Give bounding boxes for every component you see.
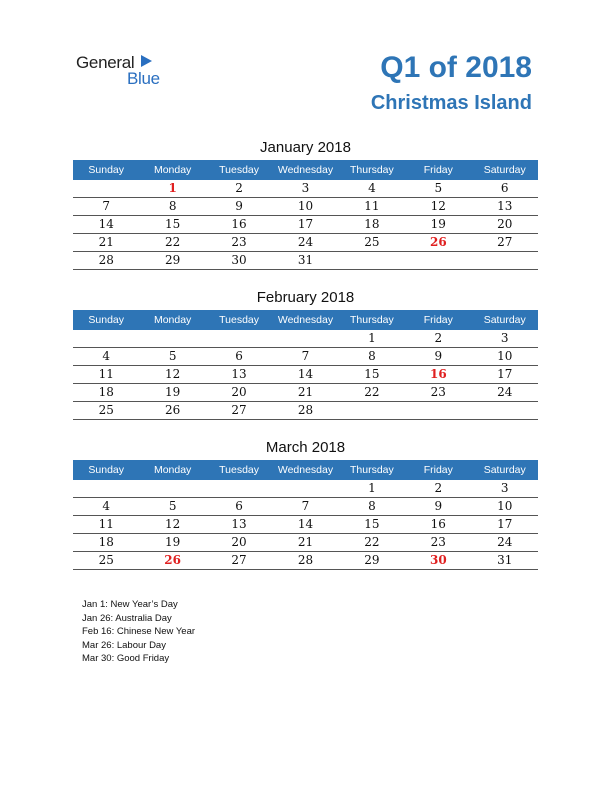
weekday-label-tuesday: Tuesday — [219, 464, 259, 476]
weekday-label-thursday: Thursday — [350, 314, 394, 326]
week-row — [73, 330, 538, 348]
day-cell: 12 — [164, 367, 181, 381]
weekday-label-sunday: Sunday — [88, 464, 125, 476]
day-cell — [272, 480, 338, 497]
weekday-label-thursday: Thursday — [350, 464, 394, 476]
day-cell: 1 — [368, 331, 376, 345]
day-cell: 10 — [497, 499, 513, 513]
page-subtitle: Christmas Island — [370, 92, 532, 114]
day-cell: 5 — [168, 349, 177, 363]
week-row — [73, 180, 538, 198]
day-cell: 21 — [297, 385, 314, 399]
day-cell: 12 — [430, 199, 446, 213]
day-cell: 9 — [434, 349, 443, 363]
weekday-label-monday: Monday — [153, 164, 192, 176]
day-cell — [405, 252, 471, 269]
day-cell: 24 — [497, 535, 513, 549]
day-cell: 19 — [164, 385, 181, 399]
day-cell: 9 — [434, 499, 443, 513]
holiday-day-cell: 26 — [164, 553, 181, 567]
day-cell — [472, 402, 538, 419]
weekday-label-saturday: Saturday — [483, 314, 526, 326]
day-cell: 24 — [497, 385, 513, 399]
weekday-label-tuesday: Tuesday — [219, 314, 259, 326]
day-cell: 15 — [364, 517, 380, 531]
weekday-label-friday: Friday — [423, 314, 453, 326]
day-cell: 31 — [297, 253, 314, 267]
day-cell: 23 — [231, 235, 247, 249]
day-cell: 27 — [497, 235, 513, 249]
day-cell: 20 — [231, 535, 247, 549]
day-cell: 25 — [98, 403, 114, 417]
day-cell: 3 — [301, 181, 310, 195]
week-row — [73, 366, 538, 384]
day-cell: 27 — [231, 403, 247, 417]
month-march — [73, 437, 538, 570]
day-cell: 14 — [297, 517, 314, 531]
holiday-day-cell: 30 — [429, 553, 447, 567]
weekday-label-monday: Monday — [153, 314, 192, 326]
week-row — [73, 552, 538, 570]
day-cell: 11 — [98, 367, 114, 381]
weekday-label-sunday: Sunday — [88, 314, 125, 326]
holiday-item: Jan 1: New Year’s Day — [82, 599, 178, 610]
day-cell: 14 — [98, 217, 114, 231]
day-cell: 7 — [301, 499, 310, 513]
day-cell: 21 — [297, 535, 314, 549]
day-cell: 7 — [102, 199, 111, 213]
day-cell: 11 — [364, 199, 380, 213]
weekday-label-friday: Friday — [423, 164, 453, 176]
weekday-label-wednesday: Wednesday — [277, 464, 334, 476]
day-cell: 8 — [368, 349, 376, 363]
day-cell: 23 — [430, 385, 446, 399]
day-cell: 8 — [368, 499, 376, 513]
weekday-label-wednesday: Wednesday — [277, 314, 334, 326]
day-cell — [139, 330, 205, 347]
day-cell — [73, 180, 139, 197]
weekday-label-monday: Monday — [153, 464, 192, 476]
weekday-header-row — [73, 160, 538, 180]
day-cell: 13 — [231, 517, 247, 531]
day-cell — [139, 480, 205, 497]
day-cell: 18 — [98, 385, 114, 399]
week-row — [73, 198, 538, 216]
day-cell: 12 — [164, 517, 181, 531]
day-cell: 26 — [164, 403, 181, 417]
day-cell: 6 — [235, 349, 243, 363]
day-cell — [73, 330, 139, 347]
day-cell: 28 — [297, 403, 314, 417]
week-row — [73, 498, 538, 516]
day-cell: 3 — [500, 331, 509, 345]
day-cell: 27 — [231, 553, 247, 567]
day-cell — [339, 252, 405, 269]
day-cell: 30 — [231, 253, 247, 267]
weekday-label-sunday: Sunday — [88, 164, 125, 176]
day-cell: 4 — [102, 499, 111, 513]
day-cell: 4 — [368, 181, 376, 195]
day-cell: 29 — [164, 253, 181, 267]
holiday-day-cell: 16 — [429, 367, 447, 381]
day-cell: 31 — [497, 553, 513, 567]
day-cell: 1 — [368, 481, 376, 495]
day-cell — [472, 252, 538, 269]
week-row — [73, 252, 538, 270]
holiday-list — [82, 598, 195, 666]
month-february — [73, 287, 538, 420]
weekday-label-friday: Friday — [423, 464, 453, 476]
day-cell: 10 — [297, 199, 314, 213]
day-cell: 25 — [98, 553, 114, 567]
day-cell: 24 — [297, 235, 314, 249]
day-cell: 8 — [168, 199, 177, 213]
month-title: January 2018 — [260, 139, 351, 156]
day-cell: 13 — [497, 199, 513, 213]
month-january — [73, 137, 538, 270]
week-row — [73, 384, 538, 402]
month-title: March 2018 — [265, 439, 346, 456]
day-cell: 17 — [497, 367, 513, 381]
day-cell — [339, 402, 405, 419]
day-cell: 28 — [297, 553, 314, 567]
day-cell: 11 — [98, 517, 114, 531]
day-cell: 21 — [98, 235, 114, 249]
logo-flag-icon — [139, 54, 153, 68]
logo-word-blue: Blue — [127, 69, 160, 88]
day-cell: 25 — [364, 235, 380, 249]
day-cell: 5 — [434, 181, 443, 195]
day-cell: 2 — [434, 481, 443, 495]
logo-word-general: General — [76, 53, 135, 72]
day-cell: 15 — [364, 367, 380, 381]
day-cell — [272, 330, 338, 347]
week-row — [73, 348, 538, 366]
day-cell: 17 — [497, 517, 513, 531]
day-cell: 22 — [364, 385, 380, 399]
week-row — [73, 480, 538, 498]
day-cell — [73, 480, 139, 497]
day-cell: 28 — [98, 253, 114, 267]
day-cell: 17 — [297, 217, 314, 231]
day-cell: 22 — [364, 535, 380, 549]
day-cell: 9 — [235, 199, 243, 213]
weekday-label-wednesday: Wednesday — [277, 164, 334, 176]
day-cell: 18 — [364, 217, 380, 231]
day-cell: 23 — [430, 535, 446, 549]
day-cell: 6 — [235, 499, 243, 513]
day-cell: 22 — [164, 235, 181, 249]
day-cell: 14 — [297, 367, 314, 381]
day-cell: 2 — [434, 331, 443, 345]
weekday-label-thursday: Thursday — [350, 164, 394, 176]
weekday-label-saturday: Saturday — [483, 164, 526, 176]
day-cell: 16 — [231, 217, 247, 231]
holiday-item: Mar 30: Good Friday — [82, 653, 170, 664]
day-cell: 15 — [164, 217, 181, 231]
generalblue-logo — [76, 52, 186, 92]
day-cell — [405, 402, 471, 419]
day-cell: 4 — [102, 349, 111, 363]
day-cell: 19 — [164, 535, 181, 549]
day-cell: 6 — [500, 181, 509, 195]
day-cell — [206, 330, 272, 347]
day-cell: 18 — [98, 535, 114, 549]
day-cell — [206, 480, 272, 497]
week-row — [73, 534, 538, 552]
weekday-label-tuesday: Tuesday — [219, 164, 259, 176]
day-cell: 20 — [231, 385, 247, 399]
weekday-header-row — [73, 310, 538, 330]
day-cell: 7 — [301, 349, 310, 363]
day-cell: 13 — [231, 367, 247, 381]
holiday-day-cell: 1 — [168, 181, 177, 195]
day-cell: 5 — [168, 499, 177, 513]
week-row — [73, 216, 538, 234]
day-cell: 2 — [235, 181, 243, 195]
week-row — [73, 234, 538, 252]
holiday-item: Jan 26: Australia Day — [82, 612, 172, 624]
holiday-item: Mar 26: Labour Day — [82, 639, 166, 651]
day-cell: 19 — [430, 217, 446, 231]
holiday-day-cell: 26 — [429, 235, 447, 249]
month-title: February 2018 — [256, 289, 355, 306]
weekday-label-saturday: Saturday — [483, 464, 526, 476]
holiday-item: Feb 16: Chinese New Year — [82, 626, 196, 637]
day-cell: 16 — [430, 517, 446, 531]
day-cell: 3 — [500, 481, 509, 495]
day-cell: 29 — [364, 553, 380, 567]
day-cell: 20 — [497, 217, 513, 231]
day-cell: 10 — [497, 349, 513, 363]
week-row — [73, 516, 538, 534]
page-title: Q1 of 2018 — [380, 51, 532, 84]
weekday-header-row — [73, 460, 538, 480]
week-row — [73, 402, 538, 420]
